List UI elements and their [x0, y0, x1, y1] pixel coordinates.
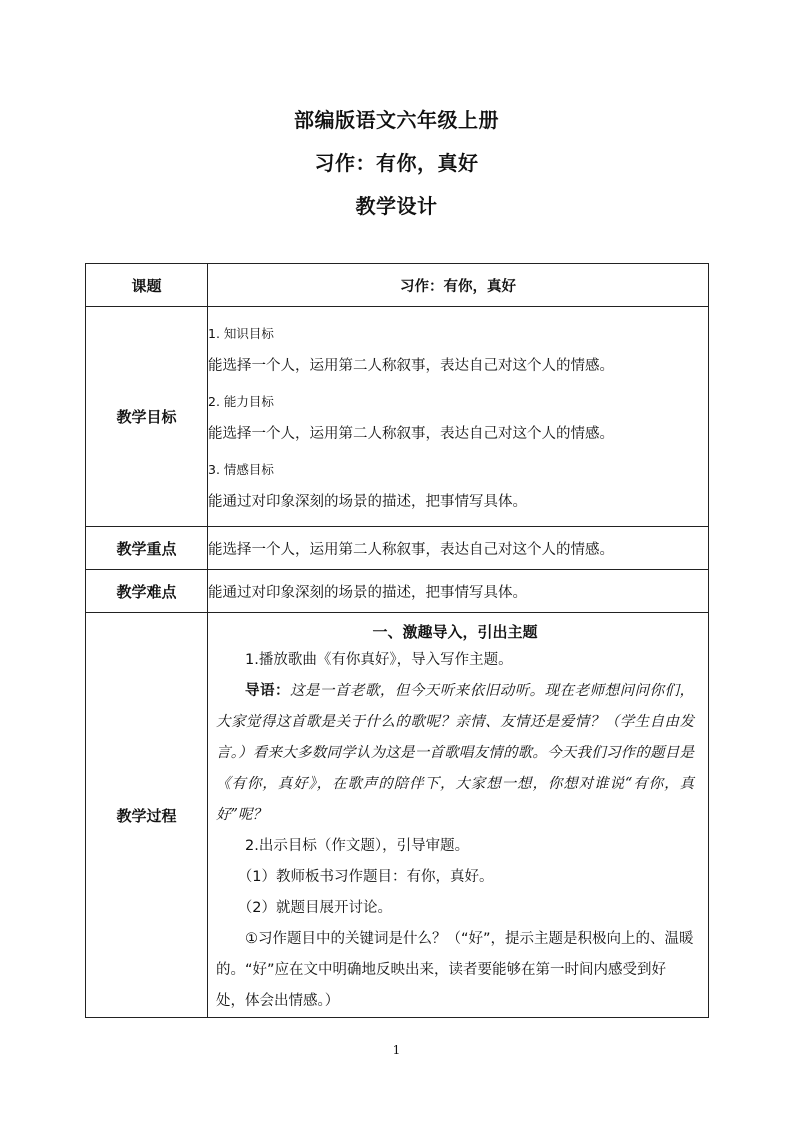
process-step2: 2.出示目标（作文题），引导审题。: [245, 838, 470, 854]
goal-sub-emotion: 3. 情感目标: [208, 462, 274, 477]
table-row-difficulties: [86, 570, 709, 613]
guide-label: 导语：: [245, 683, 290, 699]
topic-value: 习作：有你，真好: [208, 264, 709, 307]
process-section-title: 一、激趣导入，引出主题: [372, 623, 538, 641]
goals-cell: [208, 307, 709, 527]
difficulty-value: 能通过对印象深刻的场景的描述，把事情写具体。: [208, 570, 709, 613]
goals-label: 教学目标: [86, 307, 208, 527]
difficulty-label: 教学难点: [86, 570, 208, 613]
doc-title-line3: 教学设计: [355, 194, 438, 218]
table-row-goals: [86, 307, 709, 527]
page-number: 1: [392, 1043, 401, 1057]
process-step1: 1.播放歌曲《有你真好》，导入写作主题。: [245, 652, 513, 668]
key-label: 教学重点: [86, 527, 208, 570]
doc-title-line2: 习作：有你，真好: [314, 151, 479, 175]
table-row-key-points: [86, 527, 709, 570]
topic-label: 课题: [86, 264, 208, 307]
goal-text-emotion: 能通过对印象深刻的场景的描述，把事情写具体。: [208, 494, 527, 510]
goal-text-knowledge: 能选择一个人，运用第二人称叙事，表达自己对这个人的情感。: [208, 358, 614, 374]
process-label: 教学过程: [86, 613, 208, 1018]
doc-title-line1: 部编版语文六年级上册: [294, 108, 499, 132]
process-sub2: （2）就题目展开讨论。: [237, 900, 392, 916]
goal-text-ability: 能选择一个人，运用第二人称叙事，表达自己对这个人的情感。: [208, 426, 614, 442]
lesson-plan-table: [85, 263, 709, 1018]
process-guide: [216, 676, 694, 831]
process-sub1: （1）教师板书习作题目：有你，真好。: [237, 869, 494, 885]
goal-sub-ability: 2. 能力目标: [208, 394, 274, 409]
goal-sub-knowledge: 1. 知识目标: [208, 326, 274, 341]
key-value: 能选择一个人，运用第二人称叙事，表达自己对这个人的情感。: [208, 527, 709, 570]
table-row-topic: [86, 264, 709, 307]
guide-text: 这是一首老歌，但今天听来依旧动听。现在老师想问问你们，大家觉得这首歌是关于什么的歌呢？亲情、友情还是爱情？（学生自由发言。）看来大多数同学认为这是一首歌唱友情的歌。今天我们习作的题目是《有你，真好》，在歌声的陪伴下，大家想一想，你想对谁说“有你，真好”呢？: [216, 683, 695, 823]
process-q1: ①习作题目中的关键词是什么？（“好”，提示主题是积极向上的、温暖的。“好”应在文中明确地反映出来，读者要能够在第一时间内感受到好处，体会出情感。）: [216, 931, 694, 1009]
table-row-process: [86, 613, 709, 1018]
process-cell: [208, 613, 709, 1018]
